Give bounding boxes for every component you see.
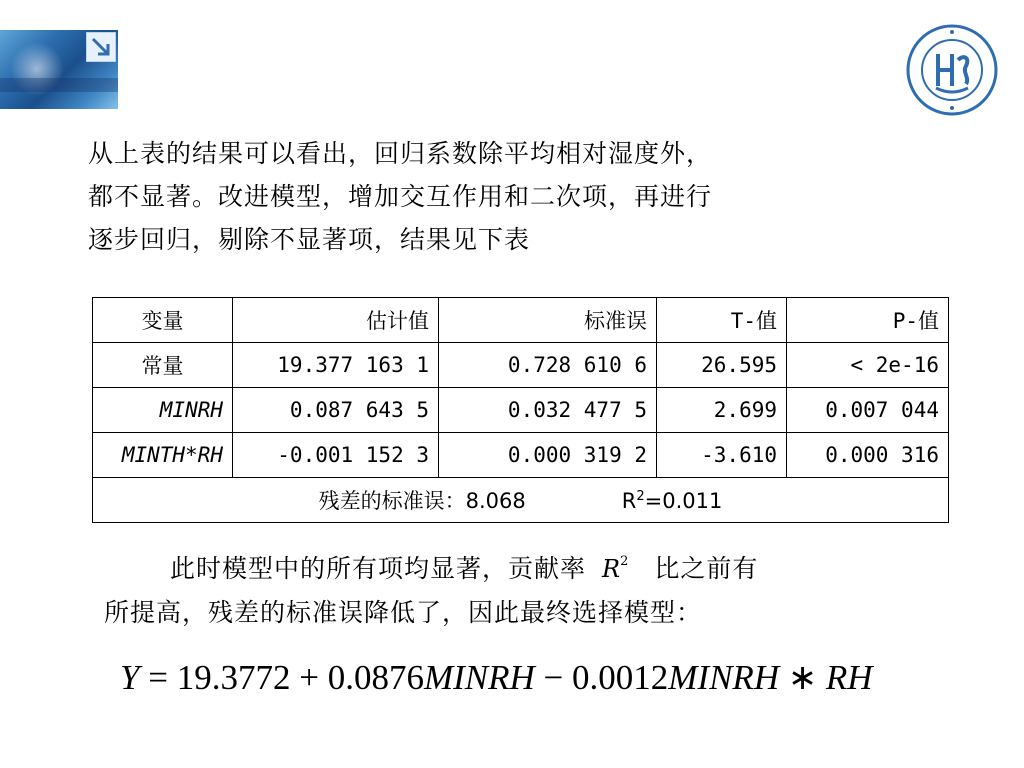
- header-variable: 变量: [93, 298, 233, 343]
- corner-decoration-image: [0, 30, 118, 109]
- table-cell-estimate: 0.087 643 5: [233, 388, 439, 433]
- university-emblem-icon: [906, 24, 998, 116]
- regression-table: [92, 297, 949, 523]
- table-cell-std-error: 0.032 477 5: [439, 388, 657, 433]
- table-cell-variable: MINRH: [93, 388, 233, 433]
- table-header-row: [93, 298, 949, 343]
- conclusion-line: 此时模型中的所有项均显著，贡献率 $R^2$ 比之前有: [104, 540, 944, 591]
- header-t-value: T-值: [657, 298, 787, 343]
- table-cell-estimate: -0.001 152 3: [233, 433, 439, 478]
- header-std-error: 标准误: [439, 298, 657, 343]
- table-cell-estimate: 19.377 163 1: [233, 343, 439, 388]
- table-cell-variable: 常量: [93, 343, 233, 388]
- intro-line: 逐步回归，剔除不显著项，结果见下表: [88, 225, 531, 254]
- table-row: [93, 433, 949, 478]
- r2-label: $R^2=0.011$: [621, 489, 723, 513]
- header-p-value: P-值: [787, 298, 949, 343]
- table-row: [93, 343, 949, 388]
- table-cell-t-value: -3.610: [657, 433, 787, 478]
- residual-se-text: 残差的标准误：8.068: [318, 489, 526, 513]
- final-model-equation: Y = 19.3772 + 0.0876MINRH − 0.0012MINRH ∗ RH: [120, 658, 873, 697]
- table-cell-p-value: < 2e-16: [787, 343, 949, 388]
- intro-paragraph: [88, 132, 918, 261]
- table-footer-cell: [93, 478, 949, 523]
- table-cell-t-value: 2.699: [657, 388, 787, 433]
- conclusion-paragraph: [104, 540, 944, 634]
- conclusion-line: 所提高，残差的标准误降低了，因此最终选择模型：: [104, 598, 703, 627]
- table-cell-variable: MINTH*RH: [93, 433, 233, 478]
- table-cell-p-value: 0.007 044: [787, 388, 949, 433]
- table-cell-p-value: 0.000 316: [787, 433, 949, 478]
- intro-line: 都不显著。改进模型，增加交互作用和二次项，再进行: [88, 182, 713, 211]
- table-cell-std-error: 0.000 319 2: [439, 433, 657, 478]
- intro-line: 从上表的结果可以看出，回归系数除平均相对湿度外，: [88, 139, 713, 168]
- r2-symbol: $R^2$: [602, 554, 629, 583]
- table-footer-row: [93, 478, 949, 523]
- arrow-down-right-icon: [86, 32, 116, 62]
- table-cell-t-value: 26.595: [657, 343, 787, 388]
- table-cell-std-error: 0.728 610 6: [439, 343, 657, 388]
- corner-stripe: [0, 78, 118, 92]
- table-row: [93, 388, 949, 433]
- header-estimate: 估计值: [233, 298, 439, 343]
